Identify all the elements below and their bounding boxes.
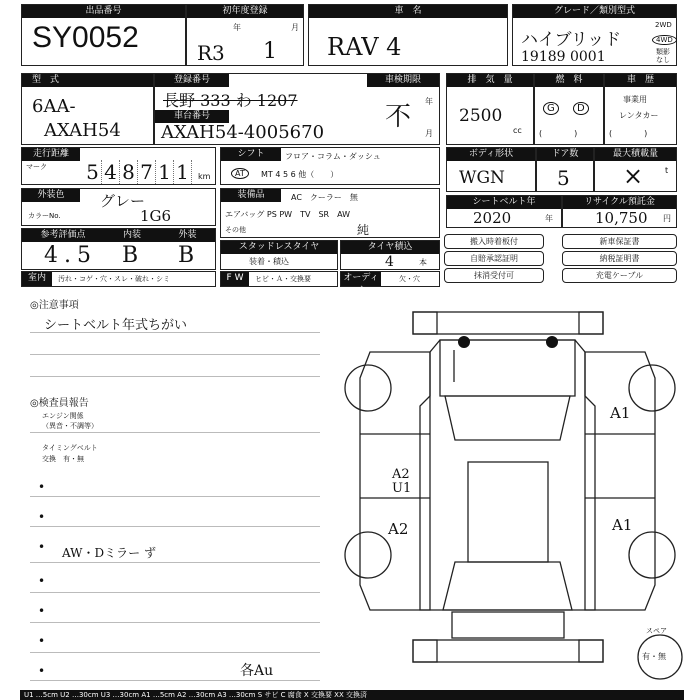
lot-box <box>21 4 186 66</box>
first-reg-era: R3 <box>197 41 225 65</box>
report-title: ◎検査員報告 <box>30 398 89 409</box>
interior-label: 内装 <box>104 229 160 242</box>
doc-pill-1: 搬入時着板付 <box>444 234 544 249</box>
seatbelt-value: 2020 <box>473 209 512 227</box>
fuel-label: 燃 料 <box>535 74 603 87</box>
doc2-pill-2: 納税証明書 <box>562 251 677 266</box>
grade-box <box>512 4 677 66</box>
shift-mt: MT 4 5 6 他（ ） <box>261 170 339 179</box>
inspection-value: 不 <box>385 102 412 132</box>
model-prefix: 6AA- <box>32 96 76 117</box>
recycle-unit: 円 <box>663 214 671 223</box>
fuel-g: G <box>543 102 559 115</box>
first-reg-label: 初年度登録 <box>187 5 303 18</box>
mileage-mark: マーク <box>26 163 47 171</box>
color-box <box>21 188 216 226</box>
equipment-other-label: その他 <box>225 226 246 234</box>
recycle-box <box>562 195 677 228</box>
spare-label: スペア <box>646 627 667 635</box>
mileage-label: 走行距離 <box>22 148 80 161</box>
mark-a1-front: A1 <box>610 404 631 422</box>
mileage-digit: 8 <box>120 160 138 184</box>
chassis-value: AXAH54-4005670 <box>161 122 325 143</box>
model-value: AXAH54 <box>44 120 121 141</box>
doc2-pill-3: 充電ケーブル <box>562 268 677 283</box>
lot-number: SY0052 <box>32 21 139 54</box>
history-label: 車 歴 <box>605 74 676 87</box>
reg-no-value: 長野 333 わ 1207 <box>163 91 298 110</box>
score-box <box>21 228 216 270</box>
notes-title: ◎注意事項 <box>30 300 79 311</box>
shift-label: シフト <box>221 148 281 161</box>
drive-4wd: 4WD <box>652 35 677 45</box>
reg-no-label: 登録番号 <box>155 74 229 87</box>
color-code: 1G6 <box>140 207 172 225</box>
body-box <box>446 147 536 192</box>
interior-grade: B <box>122 243 139 268</box>
studless-box <box>220 240 338 270</box>
shift-box <box>220 147 440 185</box>
recycle-value: 10,750 <box>595 209 648 227</box>
model-box <box>21 73 154 145</box>
fw-value: ヒビ・Ａ・交換要 <box>255 275 311 283</box>
first-reg-month: 1 <box>263 39 277 64</box>
color-label: 外装色 <box>22 189 80 202</box>
doors-box <box>536 147 594 192</box>
inspection-label: 車検期限 <box>367 74 439 87</box>
equipment-row2: エアバッグ PS PW TV SR AW <box>225 210 351 219</box>
chassis-label: 車台番号 <box>155 110 229 123</box>
model-label: 型 式 <box>22 74 153 87</box>
doors-value: 5 <box>557 166 570 190</box>
color-value: グレー <box>100 192 146 210</box>
equipment-other: 純 <box>357 223 370 237</box>
inspection-year-label: 年 <box>425 97 433 106</box>
first-reg-box <box>186 4 304 66</box>
equipment-row1: AC クーラー 無 <box>291 193 358 202</box>
mileage-digit: 1 <box>156 160 174 184</box>
displacement-label: 排 気 量 <box>447 74 533 87</box>
doc2-pill-1: 新車保証書 <box>562 234 677 249</box>
history-box: 車 歴 事業用 レンタカー ( ) <box>604 73 677 145</box>
report-engine: エンジン関係 （異音・不調等） <box>42 412 98 430</box>
studless-options: 装着・積込 <box>249 257 289 266</box>
mileage-digit: 1 <box>174 160 192 184</box>
body-label: ボディ形状 <box>447 148 535 161</box>
fw-box <box>220 271 338 287</box>
shift-options: フロア・コラム・ダッシュ <box>285 152 381 161</box>
fuel-d: D <box>573 102 589 115</box>
body-value: WGN <box>459 168 505 188</box>
report-timing: タイミングベルト 交換 有・無 <box>42 444 98 463</box>
capacity-box <box>594 147 677 192</box>
doc-pill-2: 自賠承認証明 <box>444 251 544 266</box>
equipment-label: 装備品 <box>221 189 281 202</box>
shift-at: AT <box>231 168 249 179</box>
fw-label: F W <box>221 272 249 286</box>
seatbelt-label: シートベルト年 <box>447 196 561 209</box>
mileage-digit: 5 <box>84 160 102 184</box>
grade-value: ハイブリッド <box>521 30 622 50</box>
footer-legend: U1 …5cm U2 …30cm U3 …30cm A1 …5cm A2 …30cm A3 …30cm S サビ C 腐食 X 交換要 XX 交換済 <box>20 690 684 700</box>
fuel-box: 燃 料 G D ( ) <box>534 73 604 145</box>
inspection-month-label: 月 <box>425 129 433 138</box>
equipment-box <box>220 188 440 238</box>
mileage-unit: km <box>198 172 211 181</box>
score-label: 参考評価点 <box>22 229 104 242</box>
score-value: 4.5 <box>44 243 97 268</box>
mark-a1-rear: A1 <box>612 516 633 534</box>
audio-box <box>340 271 440 296</box>
spare-value: 有・無 <box>642 652 666 661</box>
doors-label: ドア数 <box>537 148 593 161</box>
studless-label: スタッドレスタイヤ <box>221 241 337 254</box>
type-check-note: 類影 なし <box>656 48 670 64</box>
car-name-value: RAV 4 <box>327 33 402 61</box>
tires-unit: 本 <box>419 258 427 267</box>
mark-a2-door: A2 U1 <box>392 467 412 496</box>
history-commercial: 事業用 <box>623 95 647 104</box>
tires-box <box>340 240 440 270</box>
drive-2wd: 2WD <box>655 21 672 29</box>
capacity-unit: t <box>665 166 669 175</box>
seatbelt-box <box>446 195 562 228</box>
displacement-box <box>446 73 534 145</box>
exterior-grade: B <box>178 243 195 268</box>
audio-label: オーディオ <box>341 272 381 286</box>
capacity-value: × <box>623 162 644 190</box>
displacement-unit: cc <box>513 126 522 135</box>
report-line1: AW・Dミラー ず <box>62 546 156 560</box>
month-label: 月 <box>291 23 299 32</box>
audio-value: 欠・穴 <box>399 275 420 283</box>
grade-label: グレード／類別型式 <box>513 5 676 18</box>
capacity-label: 最大積載量 <box>595 148 676 161</box>
interior-row-value: 汚れ・コゲ・穴・スレ・破れ・シミ <box>58 275 170 283</box>
reg-box <box>154 73 440 145</box>
tires-value: 4 <box>385 254 394 270</box>
doc-pill-3: 抹消受付可 <box>444 268 544 283</box>
mileage-digit: 7 <box>138 160 156 184</box>
recycle-label: リサイクル預託金 <box>563 196 676 209</box>
history-rental: レンタカー <box>619 111 659 120</box>
interior-row-box <box>21 271 216 287</box>
car-name-label: 車 名 <box>309 5 507 18</box>
interior-row-label: 室内 <box>22 272 52 286</box>
grade-code: 19189 0001 <box>521 49 606 65</box>
seatbelt-unit: 年 <box>545 214 553 223</box>
mileage-digit: 4 <box>102 160 120 184</box>
year-label: 年 <box>233 23 241 32</box>
car-name-box <box>308 4 508 66</box>
notes-line1: シートベルト年式ちがい <box>44 318 188 333</box>
lot-label: 出品番号 <box>22 5 185 18</box>
mileage-box <box>21 147 216 185</box>
mark-a2-rear: A2 <box>388 520 409 538</box>
report-line2: 各Au <box>240 663 274 679</box>
exterior-label: 外装 <box>160 229 215 242</box>
tires-label: タイヤ積込 <box>341 241 439 254</box>
color-code-label: カラーNo. <box>28 212 61 220</box>
displacement-value: 2500 <box>459 106 503 126</box>
